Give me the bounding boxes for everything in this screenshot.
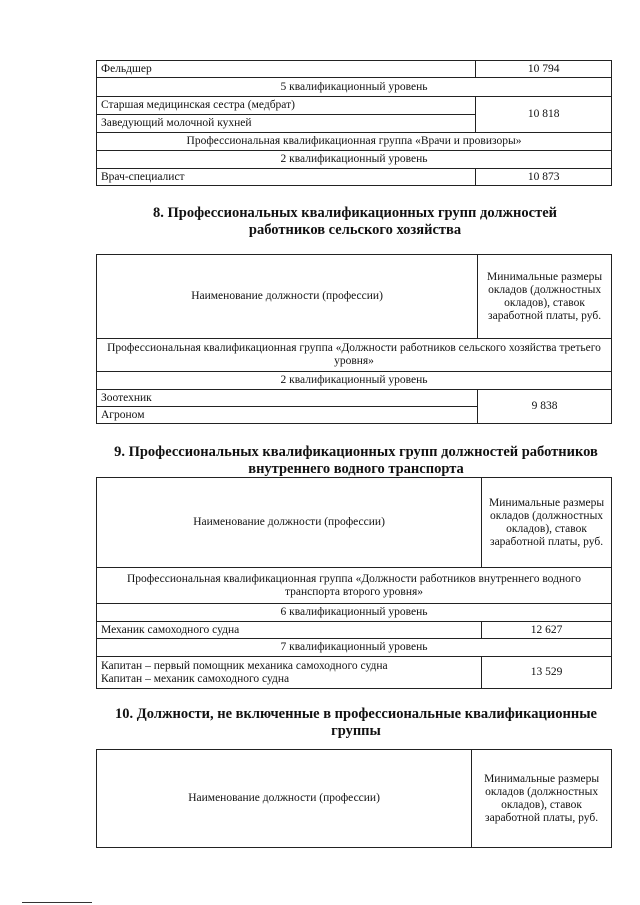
position-name: Зоотехник — [97, 390, 478, 407]
unclassified-positions-table — [96, 749, 612, 848]
table-row — [97, 133, 612, 151]
health-positions-table — [96, 60, 612, 186]
salary-value: 13 529 — [482, 657, 612, 689]
qualification-level: 6 квалификационный уровень — [97, 604, 612, 622]
salary-value: 9 838 — [478, 390, 612, 424]
qualification-group: Профессиональная квалификационная группа «Врачи и провизоры» — [97, 133, 612, 151]
position-name: Капитан – механик самоходного судна — [101, 672, 290, 685]
column-header-name: Наименование должности (профессии) — [97, 478, 482, 568]
section-9-title-line2: внутреннего водного транспорта — [248, 461, 464, 477]
position-name: Старшая медицинская сестра (медбрат) — [97, 97, 476, 115]
section-8-title — [90, 205, 620, 239]
section-8-title-line2: работников сельского хозяйства — [248, 222, 462, 238]
position-name: Врач-специалист — [97, 169, 476, 186]
table-row — [97, 568, 612, 604]
agriculture-positions-table — [96, 254, 612, 424]
table-row — [97, 604, 612, 622]
footnote-separator — [22, 902, 92, 903]
qualification-group: Профессиональная квалификационная группа «Должности работников внутреннего водного транспорта второго уровня» — [97, 568, 612, 604]
position-name: Агроном — [97, 407, 478, 424]
table-row — [97, 61, 612, 78]
position-name: Фельдшер — [97, 61, 476, 78]
column-header-salary: Минимальные размеры окладов (должностных окладов), ставок заработной платы, руб. — [482, 478, 612, 568]
table-row — [97, 97, 612, 115]
table-row — [97, 622, 612, 639]
water-transport-positions-table — [96, 477, 612, 689]
table-row — [97, 151, 612, 169]
salary-value: 10 794 — [476, 61, 612, 78]
qualification-level: 5 квалификационный уровень — [97, 78, 612, 97]
section-10-title-line2: группы — [331, 723, 381, 739]
position-name: Капитан – первый помощник механика самоходного судна — [101, 659, 388, 672]
position-names — [97, 657, 482, 689]
qualification-group: Профессиональная квалификационная группа «Должности работников сельского хозяйства третьего уровня» — [97, 339, 612, 372]
section-10-title-line1: 10. Должности, не включенные в профессиональные квалификационные — [115, 706, 597, 722]
table-row — [97, 657, 612, 689]
column-header-salary: Минимальные размеры окладов (должностных окладов), ставок заработной платы, руб. — [472, 750, 612, 848]
table-row — [97, 339, 612, 372]
section-9-title-line1: 9. Профессиональных квалификационных групп должностей работников — [114, 444, 598, 460]
section-8-title-line1: 8. Профессиональных квалификационных групп должностей — [152, 205, 558, 221]
table-row — [97, 390, 612, 407]
table-row — [97, 639, 612, 657]
table-row — [97, 78, 612, 97]
table-header-row — [97, 750, 612, 848]
column-header-name: Наименование должности (профессии) — [97, 750, 472, 848]
qualification-level: 7 квалификационный уровень — [97, 639, 612, 657]
section-9-title — [96, 444, 616, 478]
table-row — [97, 372, 612, 390]
position-name: Механик самоходного судна — [97, 622, 482, 639]
section-10-title — [96, 706, 616, 740]
column-header-salary: Минимальные размеры окладов (должностных окладов), ставок заработной платы, руб. — [478, 255, 612, 339]
table-header-row — [97, 255, 612, 339]
salary-value: 10 818 — [476, 97, 612, 133]
salary-value: 12 627 — [482, 622, 612, 639]
position-name: Заведующий молочной кухней — [97, 115, 476, 133]
column-header-name: Наименование должности (профессии) — [97, 255, 478, 339]
table-row — [97, 169, 612, 186]
salary-value: 10 873 — [476, 169, 612, 186]
table-header-row — [97, 478, 612, 568]
qualification-level: 2 квалификационный уровень — [97, 372, 612, 390]
qualification-level: 2 квалификационный уровень — [97, 151, 612, 169]
